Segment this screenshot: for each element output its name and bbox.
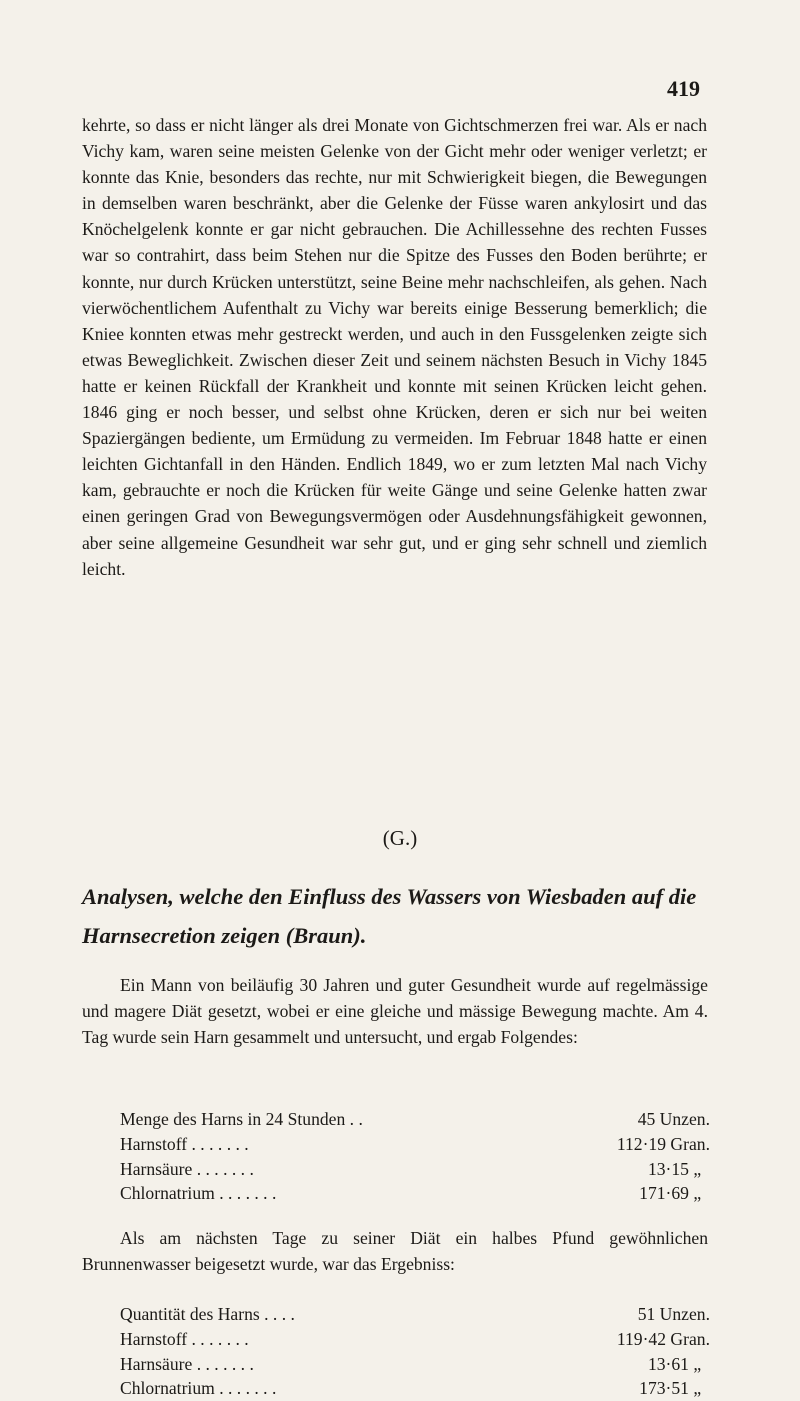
table-row	[120, 1181, 710, 1206]
row-value: 112·19 Gran.	[616, 1133, 710, 1154]
section-marker: (G.)	[382, 826, 418, 850]
mid-paragraph	[82, 1225, 708, 1277]
row-value: 45 Unzen.	[637, 1109, 710, 1129]
row-label: Menge des Harns in 24 Stunden . .	[120, 1109, 363, 1129]
row-value: 13·15 „	[647, 1158, 710, 1179]
row-value: 119·42 Gran.	[616, 1328, 710, 1349]
body-paragraph-text: kehrte, so dass er nicht länger als drei Monate von Gichtschmerzen frei war. Als er nach Vichy kam, waren seine meisten Gelenke von der Gicht mehr oder weniger verletzt; er konnte das Knie, besonders das rechte, nur mit Schwierigkeit biegen, die Bewegungen in demselben waren beschränkt, aber die Gelenke der Füsse waren ankylosirt und das Knöchelgelenk konnte er gar nicht gebrauchen. Die Achillessehne des rechten Fusses war so contrahirt, dass beim Stehen nur die Spitze des Fusses den Boden berührte; er konnte, nur durch Krücken unterstützt, seine Beine mehr nachschleifen, als gehen. Nach vierwöchentlichem Aufenthalt zu Vichy war bereits einige Besserung bemerklich; die Kniee konnten etwas mehr gestreckt werden, und auch in den Fussgelenken zeigte sich etwas Beweglichkeit. Zwischen dieser Zeit und seinem nächsten Besuch in Vichy 1845 hatte er keinen Rückfall der Krankheit und konnte mit seinen Krücken leicht gehen. 1846 ging er noch besser, und selbst ohne Krücken, deren er sich nur bei weiten Spaziergängen bediente, um Ermüdung zu vermeiden. Im Februar 1848 hatte er einen leichten Gichtanfall in den Händen. Endlich 1849, wo er zum letzten Mal nach Vichy kam, gebrauchte er noch die Krücken für weite Gänge und seine Gelenke hatten zwar einen geringen Grad von Bewegungsvermögen oder Ausdehnungsfähigkeit gewonnen, aber seine allgemeine Gesundheit war sehr gut, und er ging sehr schnell und ziemlich leicht.	[82, 115, 707, 579]
row-label: Quantität des Harns . . . .	[120, 1304, 295, 1324]
page-number: 419	[667, 76, 700, 101]
table-row	[120, 1132, 710, 1157]
row-label: Chlornatrium . . . . . . .	[120, 1378, 277, 1399]
table-row	[120, 1157, 710, 1182]
row-label: Harnstoff . . . . . . .	[120, 1328, 249, 1349]
row-value: 13·61 „	[647, 1353, 710, 1374]
table-row	[120, 1107, 710, 1132]
measurement-table-1	[120, 1107, 710, 1206]
table-row	[120, 1302, 710, 1327]
mid-paragraph-text: Als am nächsten Tage zu seiner Diät ein halbes Pfund gewöhnlichen Brunnenwasser beigesetzt wurde, war das Ergebniss:	[82, 1228, 708, 1274]
intro-paragraph-text: Ein Mann von beiläufig 30 Jahren und guter Gesundheit wurde auf regelmässige und magere Diät gesetzt, wobei er eine gleiche und mässige Bewegung machte. Am 4. Tag wurde sein Harn gesammelt und untersucht, und ergab Folgendes:	[82, 975, 708, 1047]
row-value: 171·69 „	[639, 1183, 710, 1204]
row-value: 173·51 „	[639, 1378, 710, 1399]
intro-paragraph	[82, 972, 708, 1050]
section-heading: Analysen, welche den Einfluss des Wassers von Wiesbaden auf die Harnsecretion zeigen (Braun).	[82, 884, 697, 948]
row-label: Chlornatrium . . . . . . .	[120, 1183, 277, 1204]
body-paragraph	[82, 112, 707, 582]
row-label: Harnsäure . . . . . . .	[120, 1353, 254, 1374]
row-label: Harnsäure . . . . . . .	[120, 1158, 254, 1179]
row-label: Harnstoff . . . . . . .	[120, 1133, 249, 1154]
table-row	[120, 1376, 710, 1401]
row-value: 51 Unzen.	[637, 1304, 710, 1324]
table-row	[120, 1327, 710, 1352]
table-row	[120, 1352, 710, 1377]
